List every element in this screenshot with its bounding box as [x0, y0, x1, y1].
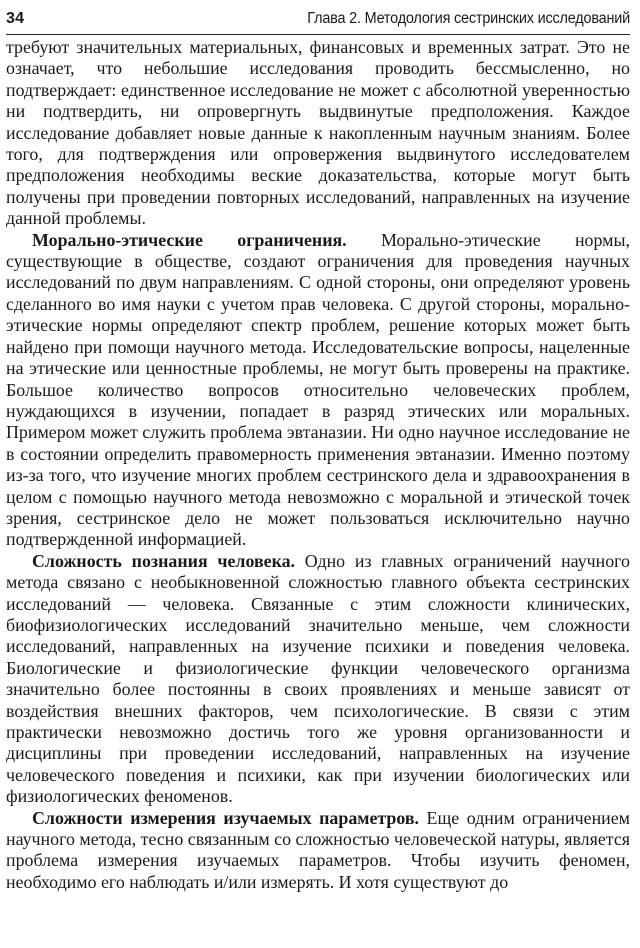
- paragraph-text: требуют значительных материальных, финансовых и временных затрат. Это не означает, что небольшие исследования проводить бессмысленно, но подтверждает: единственное исследование не может с абсолютной уверенностью ни подтвердить, ни опровергнуть выдвинутые предположения. Каждое исследование добавляет новые данные к накопленным научным знаниям. Более того, для подтверждения или опровержения выдвинутого исследователем предположения необходимы веские доказательства, которые могут быть получены при проведении повторных исследований, направленных на изучение данной проблемы.: [6, 37, 630, 229]
- paragraph-text: Еще одним ограничением научного метода, тесно связанным со сложностью человеческой натуры, является проблема измерения изучаемых параметров. Чтобы изучить феномен, необходимо его наблюдать и/или измерять. И хотя существуют до: [6, 807, 630, 892]
- paragraph-text: Морально-этические нормы, существующие в обществе, создают ограничения для проведения научных исследований по двум направлениям. С одной стороны, они определяют уровень сделанного во имя науки с учетом прав человека. С другой стороны, морально-этические нормы определяют спектр проблем, решение которых может быть найдено при помощи научного метода. Исследовательские вопросы, нацеленные на этические или ценностные проблемы, не могут быть проверены на практике. Большое количество вопросов относительно человеческих проблем, нуждающихся в изучении, попадает в разряд этических или моральных. Примером может служить проблема эвтаназии. Ни одно научное исследование не в состоянии определить правомерность применения эвтаназии. Именно поэтому из-за того, что изучение многих проблем сестринского дела и здравоохранения в целом с помощью научного метода невозможно с моральной и этической точек зрения, сестринское дело не может пользоваться исключительно научно подтвержденной информацией.: [6, 229, 630, 550]
- page-header: [6, 4, 630, 35]
- page-number: 34: [6, 10, 25, 27]
- paragraph-moral-ethical-limits: [6, 230, 630, 551]
- run-in-heading: Морально-этические ограничения.: [32, 229, 347, 250]
- body-text: [6, 37, 630, 893]
- running-title: Глава 2. Методология сестринских исследований: [307, 10, 630, 27]
- paragraph-text: Одно из главных ограничений научного метода связано с необыкновенной сложностью главного объекта сестринских исследований — человека. Связанные с этим сложности клинических, биофизиологических исследований значительно меньше, чем сложности исследований, направленных на изучение психики и поведения человека. Биологические и физиологические функции человеческого организма значительно более постоянны в своих проявлениях и меньше зависят от воздействия внешних факторов, чем психологические. В связи с этим практически невозможно достичь того же уровня организованности и дисциплины при проведении исследований, направленных на изучение человеческого поведения и психики, как при изучении биологических или физиологических феноменов.: [6, 550, 630, 807]
- run-in-heading: Сложность познания человека.: [32, 550, 296, 571]
- paragraph-human-complexity: [6, 551, 630, 808]
- paragraph-continuation: [6, 37, 630, 230]
- run-in-heading: Сложности измерения изучаемых параметров.: [32, 807, 419, 828]
- paragraph-measurement-difficulty: [6, 808, 630, 894]
